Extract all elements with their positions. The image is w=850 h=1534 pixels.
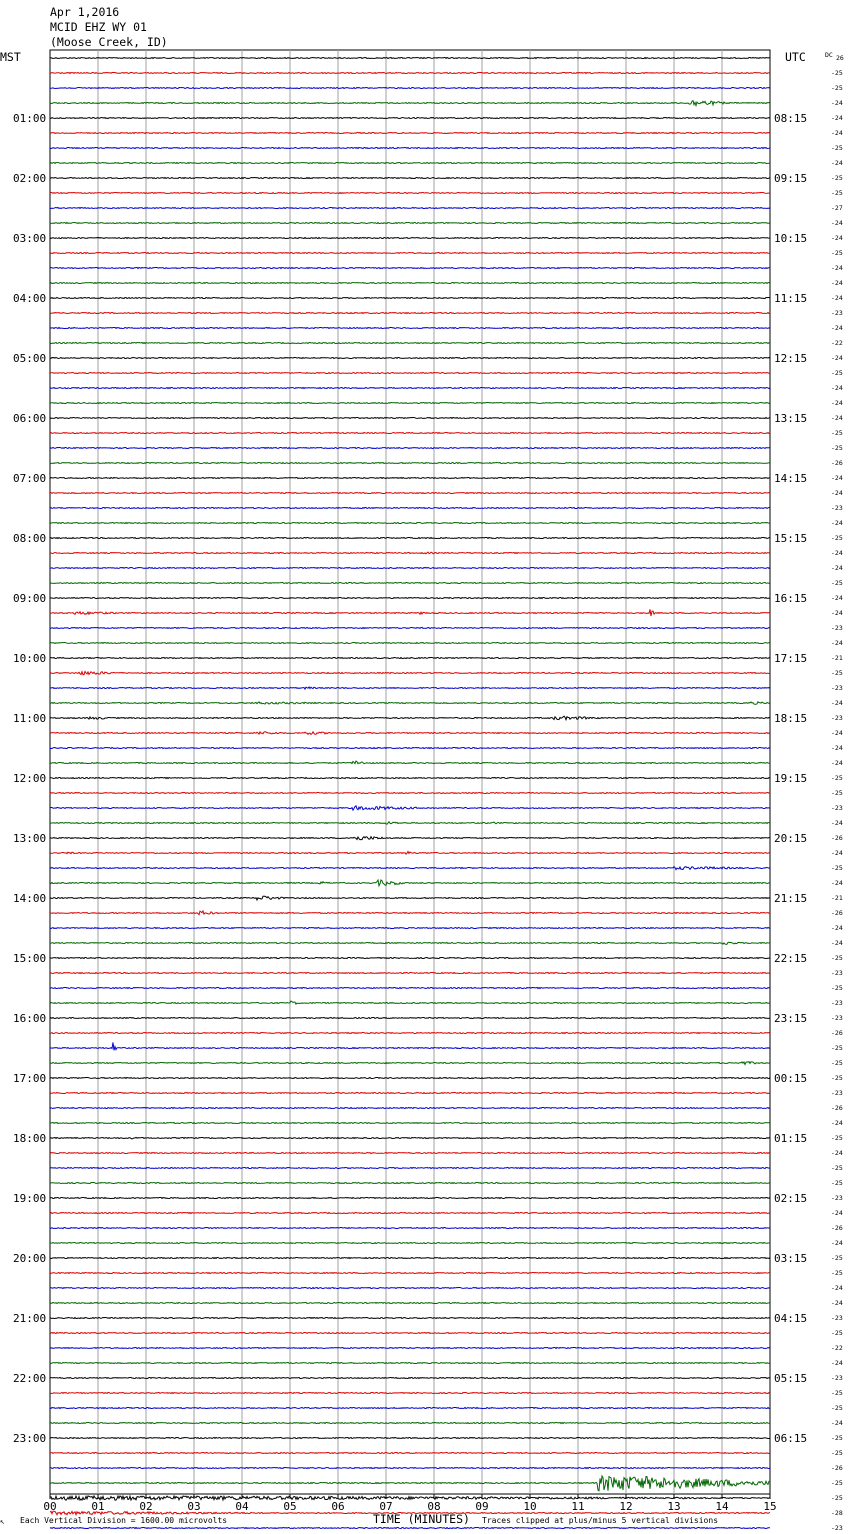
hour-label-mst: 05:00 <box>13 352 47 365</box>
hour-label-utc: 17:15 <box>774 652 808 665</box>
trace-row-74-blue <box>50 1168 770 1169</box>
trace-row-53-red <box>50 852 770 855</box>
x-tick-label: 04 <box>235 1500 249 1513</box>
trace-row-84-black <box>50 1318 770 1319</box>
dc-offset-value: -24 <box>831 1299 843 1307</box>
trace-row-79-green <box>50 1243 770 1244</box>
dc-header-label: DC <box>825 51 833 59</box>
dc-offset-value: -24 <box>831 1359 843 1367</box>
dc-offset-value: -25 <box>831 954 843 962</box>
dc-offset-value: -24 <box>831 819 843 827</box>
dc-offset-value: -24 <box>831 729 843 737</box>
trace-row-45-red <box>50 732 770 735</box>
trace-row-44-black <box>50 716 770 720</box>
dc-offset-value: -24 <box>831 639 843 647</box>
hour-label-mst: 02:00 <box>13 172 47 185</box>
trace-row-4-black <box>50 118 770 119</box>
dc-offset-value: -24 <box>831 129 843 137</box>
dc-offset-value: -24 <box>831 849 843 857</box>
trace-row-35-green <box>50 583 770 584</box>
hour-label-mst: 17:00 <box>13 1072 47 1085</box>
trace-row-26-blue <box>50 448 770 449</box>
trace-row-60-black <box>50 958 770 959</box>
dc-offset-value: -24 <box>831 1284 843 1292</box>
hour-label-mst: 20:00 <box>13 1252 47 1265</box>
dc-offset-value: -21 <box>831 894 843 902</box>
dc-offset-value: -25 <box>831 984 843 992</box>
dc-offset-value: -22 <box>831 339 843 347</box>
trace-row-43-green <box>50 702 770 705</box>
trace-row-25-red <box>50 433 770 434</box>
trace-row-16-black <box>50 298 770 299</box>
trace-row-59-green <box>50 942 770 944</box>
trace-row-52-black <box>50 837 770 840</box>
header-date: Apr 1,2016 <box>50 5 120 19</box>
hour-label-utc: 01:15 <box>774 1132 808 1145</box>
trace-row-27-green <box>50 463 770 464</box>
dc-offset-value: -24 <box>831 759 843 767</box>
dc-offset-value: -23 <box>831 1194 843 1202</box>
dc-offset-value: -23 <box>831 1524 843 1532</box>
dc-offset-value: -24 <box>831 234 843 242</box>
trace-row-98-blue <box>50 1528 770 1529</box>
x-tick-label: 15 <box>763 1500 777 1513</box>
trace-row-14-blue <box>50 268 770 269</box>
dc-offset-value: -25 <box>831 144 843 152</box>
dc-offset-value: -25 <box>831 249 843 257</box>
dc-offset-value: -23 <box>831 309 843 317</box>
dc-offset-value: -25 <box>831 1164 843 1172</box>
hour-label-utc: 05:15 <box>774 1372 808 1385</box>
hour-label-utc: 18:15 <box>774 712 808 725</box>
trace-row-85-red <box>50 1333 770 1334</box>
trace-row-68-black <box>50 1078 770 1079</box>
hour-label-utc: 20:15 <box>774 832 808 845</box>
trace-row-54-blue <box>50 867 770 870</box>
hour-label-mst: 15:00 <box>13 952 47 965</box>
trace-row-28-black <box>50 478 770 479</box>
dc-offset-value: -25 <box>831 1044 843 1052</box>
right-timezone-label: UTC <box>785 50 806 64</box>
dc-offset-value: -25 <box>831 1434 843 1442</box>
trace-row-76-black <box>50 1198 770 1199</box>
trace-row-7-green <box>50 163 770 164</box>
trace-row-34-blue <box>50 568 770 569</box>
hour-label-mst: 09:00 <box>13 592 47 605</box>
trace-row-46-blue <box>50 748 770 749</box>
dc-offset-value: -24 <box>831 1149 843 1157</box>
x-tick-label: 05 <box>283 1500 297 1513</box>
trace-row-36-black <box>50 598 770 599</box>
hour-label-utc: 00:15 <box>774 1072 808 1085</box>
hour-label-mst: 23:00 <box>13 1432 47 1445</box>
trace-row-13-red <box>50 253 770 254</box>
x-axis-ticks <box>43 1494 776 1513</box>
dc-offset-value: -24 <box>831 474 843 482</box>
dc-offset-value: -26 <box>831 834 843 842</box>
trace-row-1-red <box>50 73 770 74</box>
trace-row-58-blue <box>50 928 770 929</box>
trace-row-72-black <box>50 1137 770 1139</box>
trace-row-96-black <box>50 1496 770 1500</box>
x-tick-label: 06 <box>331 1500 345 1513</box>
trace-row-15-green <box>50 283 770 284</box>
trace-row-5-red <box>50 133 770 134</box>
trace-row-62-blue <box>50 988 770 989</box>
x-tick-label: 01 <box>91 1500 105 1513</box>
trace-row-19-green <box>50 343 770 344</box>
dc-offset-value: -26 <box>831 909 843 917</box>
trace-row-88-black <box>50 1378 770 1379</box>
trace-row-71-green <box>50 1123 770 1124</box>
trace-row-47-green <box>50 761 770 764</box>
trace-row-41-red <box>50 672 770 675</box>
trace-row-90-blue <box>50 1408 770 1409</box>
x-tick-label: 10 <box>523 1500 537 1513</box>
dc-offset-value: -25 <box>831 1269 843 1277</box>
trace-row-69-red <box>50 1093 770 1094</box>
trace-row-20-black <box>50 358 770 359</box>
hour-label-utc: 09:15 <box>774 172 808 185</box>
hour-label-utc: 22:15 <box>774 952 808 965</box>
x-axis-title: TIME (MINUTES) <box>373 1512 470 1526</box>
dc-offset-value: -25 <box>831 174 843 182</box>
hour-label-utc: 11:15 <box>774 292 808 305</box>
dc-offset-value: -25 <box>831 1404 843 1412</box>
trace-row-67-green <box>50 1062 770 1065</box>
x-tick-label: 00 <box>43 1500 57 1513</box>
trace-row-6-blue <box>50 148 770 149</box>
trace-row-37-red <box>50 609 770 616</box>
hour-label-mst: 11:00 <box>13 712 47 725</box>
dc-offset-value: -23 <box>831 714 843 722</box>
trace-row-94-blue <box>50 1468 770 1469</box>
dc-offset-value: -23 <box>831 684 843 692</box>
dc-offset-value: -26 <box>831 1224 843 1232</box>
hour-label-mst: 21:00 <box>13 1312 47 1325</box>
dc-offset-value: -24 <box>831 264 843 272</box>
hour-label-mst: 16:00 <box>13 1012 47 1025</box>
dc-offset-value: -25 <box>831 864 843 872</box>
dc-offset-value: -26 <box>831 1464 843 1472</box>
dc-offset-value: -24 <box>831 699 843 707</box>
trace-row-80-black <box>50 1258 770 1259</box>
clip-note: Traces clipped at plus/minus 5 vertical divisions <box>482 1516 719 1525</box>
trace-row-75-green <box>50 1183 770 1184</box>
dc-offset-value: -23 <box>831 1089 843 1097</box>
dc-offset-column <box>831 54 844 1534</box>
dc-offset-value: -24 <box>831 1419 843 1427</box>
hour-label-utc: 16:15 <box>774 592 808 605</box>
x-tick-label: 08 <box>427 1500 441 1513</box>
x-tick-label: 14 <box>715 1500 729 1513</box>
dc-offset-value: -25 <box>831 534 843 542</box>
dc-offset-value: -24 <box>831 99 843 107</box>
trace-row-92-black <box>50 1438 770 1439</box>
hour-label-utc: 12:15 <box>774 352 808 365</box>
hour-label-utc: 02:15 <box>774 1192 808 1205</box>
hour-label-utc: 21:15 <box>774 892 808 905</box>
dc-offset-value: -27 <box>831 204 843 212</box>
trace-row-29-red <box>50 493 770 494</box>
dc-offset-value: -25 <box>831 669 843 677</box>
dc-offset-value: -26 <box>831 1104 843 1112</box>
hour-label-mst: 01:00 <box>13 112 47 125</box>
dc-offset-value: -24 <box>831 549 843 557</box>
trace-row-82-blue <box>50 1288 770 1289</box>
trace-row-32-black <box>50 538 770 539</box>
hour-label-mst: 18:00 <box>13 1132 47 1145</box>
trace-row-81-red <box>50 1273 770 1274</box>
hour-label-utc: 06:15 <box>774 1432 808 1445</box>
dc-offset-value: -24 <box>831 939 843 947</box>
trace-row-66-blue <box>50 1043 770 1051</box>
hour-label-utc: 23:15 <box>774 1012 808 1025</box>
dc-offset-value: -25 <box>831 1389 843 1397</box>
trace-row-55-green <box>50 880 770 886</box>
dc-offset-value: -25 <box>831 579 843 587</box>
trace-row-87-green <box>50 1363 770 1364</box>
dc-offset-value: -24 <box>831 924 843 932</box>
corner-mark: ↖ <box>0 1517 5 1526</box>
hour-label-utc: 13:15 <box>774 412 808 425</box>
x-tick-label: 02 <box>139 1500 153 1513</box>
seismic-traces <box>50 58 770 1534</box>
hour-label-mst: 13:00 <box>13 832 47 845</box>
hour-label-mst: 22:00 <box>13 1372 47 1385</box>
trace-row-51-green <box>50 822 770 825</box>
dc-offset-value: -24 <box>831 564 843 572</box>
hour-label-utc: 04:15 <box>774 1312 808 1325</box>
trace-row-78-blue <box>50 1228 770 1229</box>
dc-offset-value: -25 <box>831 1074 843 1082</box>
hour-label-utc: 10:15 <box>774 232 808 245</box>
trace-row-61-red <box>50 973 770 974</box>
x-tick-label: 07 <box>379 1500 393 1513</box>
trace-row-30-blue <box>50 508 770 509</box>
hour-label-mst: 07:00 <box>13 472 47 485</box>
trace-row-11-green <box>50 223 770 224</box>
trace-row-65-red <box>50 1033 770 1034</box>
dc-offset-value: -24 <box>831 1209 843 1217</box>
trace-row-93-red <box>50 1453 770 1454</box>
trace-row-83-green <box>50 1303 770 1304</box>
dc-offset-value: -24 <box>831 489 843 497</box>
dc-offset-value: -26 <box>831 1029 843 1037</box>
dc-offset-value: -25 <box>831 189 843 197</box>
dc-offset-value: -24 <box>831 744 843 752</box>
header-station: MCID EHZ WY 01 <box>50 20 147 34</box>
trace-row-10-blue <box>50 208 770 209</box>
x-tick-label: 03 <box>187 1500 201 1513</box>
trace-row-49-red <box>50 793 770 794</box>
hour-label-utc: 08:15 <box>774 112 808 125</box>
dc-offset-value: -24 <box>831 399 843 407</box>
dc-offset-value: -21 <box>831 654 843 662</box>
trace-row-95-green <box>50 1476 770 1491</box>
trace-row-56-black <box>50 896 770 900</box>
dc-offset-value: -24 <box>831 609 843 617</box>
dc-offset-value: -23 <box>831 504 843 512</box>
hour-label-mst: 14:00 <box>13 892 47 905</box>
dc-offset-value: -24 <box>831 1119 843 1127</box>
trace-row-0-black <box>50 58 770 59</box>
trace-row-31-green <box>50 523 770 524</box>
trace-row-48-black <box>50 778 770 779</box>
dc-offset-value: -23 <box>831 624 843 632</box>
dc-offset-value: -25 <box>831 1329 843 1337</box>
dc-offset-value: -25 <box>831 84 843 92</box>
dc-offset-value: 26 <box>836 54 844 62</box>
dc-offset-value: -24 <box>831 324 843 332</box>
dc-offset-value: -23 <box>831 969 843 977</box>
trace-row-2-blue <box>50 88 770 89</box>
dc-offset-value: -24 <box>831 219 843 227</box>
hour-label-mst: 12:00 <box>13 772 47 785</box>
trace-row-77-red <box>50 1213 770 1214</box>
trace-row-23-green <box>50 403 770 404</box>
dc-offset-value: -25 <box>831 69 843 77</box>
trace-row-63-green <box>50 1001 770 1004</box>
dc-offset-value: -25 <box>831 1059 843 1067</box>
dc-offset-value: -23 <box>831 1374 843 1382</box>
trace-row-57-red <box>50 911 770 915</box>
trace-row-17-red <box>50 313 770 314</box>
trace-row-18-blue <box>50 328 770 329</box>
dc-offset-value: -24 <box>831 384 843 392</box>
dc-offset-value: -25 <box>831 1134 843 1142</box>
header-location: (Moose Creek, ID) <box>50 35 168 49</box>
dc-offset-value: -23 <box>831 1014 843 1022</box>
trace-row-12-black <box>50 238 770 239</box>
dc-offset-value: -25 <box>831 1179 843 1187</box>
trace-row-64-black <box>50 1018 770 1019</box>
trace-row-40-black <box>50 658 770 659</box>
trace-row-42-blue <box>50 687 770 689</box>
trace-row-70-blue <box>50 1108 770 1109</box>
hour-label-utc: 03:15 <box>774 1252 808 1265</box>
dc-offset-value: -24 <box>831 594 843 602</box>
x-tick-label: 09 <box>475 1500 489 1513</box>
dc-offset-value: -25 <box>831 1449 843 1457</box>
dc-offset-value: -26 <box>831 459 843 467</box>
dc-offset-value: -25 <box>831 1494 843 1502</box>
hour-label-mst: 06:00 <box>13 412 47 425</box>
hour-label-mst: 04:00 <box>13 292 47 305</box>
trace-row-86-blue <box>50 1348 770 1349</box>
dc-offset-value: -23 <box>831 1314 843 1322</box>
dc-offset-value: -23 <box>831 999 843 1007</box>
hour-label-utc: 15:15 <box>774 532 808 545</box>
left-timezone-label: MST <box>0 50 21 64</box>
hour-label-mst: 19:00 <box>13 1192 47 1205</box>
dc-offset-value: -24 <box>831 294 843 302</box>
trace-row-50-blue <box>50 806 770 810</box>
dc-offset-value: -28 <box>831 1509 843 1517</box>
dc-offset-value: -24 <box>831 114 843 122</box>
trace-row-38-blue <box>50 628 770 629</box>
trace-row-73-red <box>50 1153 770 1154</box>
trace-row-9-red <box>50 193 770 194</box>
x-tick-label: 11 <box>571 1500 585 1513</box>
trace-row-8-black <box>50 178 770 179</box>
hour-label-utc: 14:15 <box>774 472 808 485</box>
dc-offset-value: -22 <box>831 1344 843 1352</box>
dc-offset-value: -25 <box>831 774 843 782</box>
dc-offset-value: -24 <box>831 159 843 167</box>
trace-row-33-red <box>50 552 770 554</box>
dc-offset-value: -25 <box>831 1479 843 1487</box>
vertical-division-note: Each Vertical Division = 1600.00 microvolts <box>20 1516 228 1525</box>
trace-row-24-black <box>50 418 770 419</box>
dc-offset-value: -24 <box>831 519 843 527</box>
dc-offset-value: -24 <box>831 279 843 287</box>
trace-row-22-blue <box>50 388 770 389</box>
dc-offset-value: -25 <box>831 789 843 797</box>
dc-offset-value: -24 <box>831 414 843 422</box>
dc-offset-value: -24 <box>831 354 843 362</box>
x-tick-label: 13 <box>667 1500 681 1513</box>
dc-offset-value: -23 <box>831 804 843 812</box>
hour-label-mst: 03:00 <box>13 232 47 245</box>
trace-row-91-green <box>50 1423 770 1424</box>
dc-offset-value: -25 <box>831 369 843 377</box>
hour-label-utc: 19:15 <box>774 772 808 785</box>
x-tick-label: 12 <box>619 1500 633 1513</box>
minute-gridlines <box>98 50 722 1494</box>
trace-row-39-green <box>50 643 770 644</box>
dc-offset-value: -24 <box>831 1239 843 1247</box>
hour-label-mst: 08:00 <box>13 532 47 545</box>
trace-row-21-red <box>50 373 770 374</box>
dc-offset-value: -25 <box>831 444 843 452</box>
dc-offset-value: -25 <box>831 1254 843 1262</box>
dc-offset-value: -25 <box>831 429 843 437</box>
hour-label-mst: 10:00 <box>13 652 47 665</box>
dc-offset-value: -24 <box>831 879 843 887</box>
trace-row-3-green <box>50 101 770 106</box>
plot-frame <box>50 50 770 1494</box>
trace-row-89-red <box>50 1393 770 1394</box>
